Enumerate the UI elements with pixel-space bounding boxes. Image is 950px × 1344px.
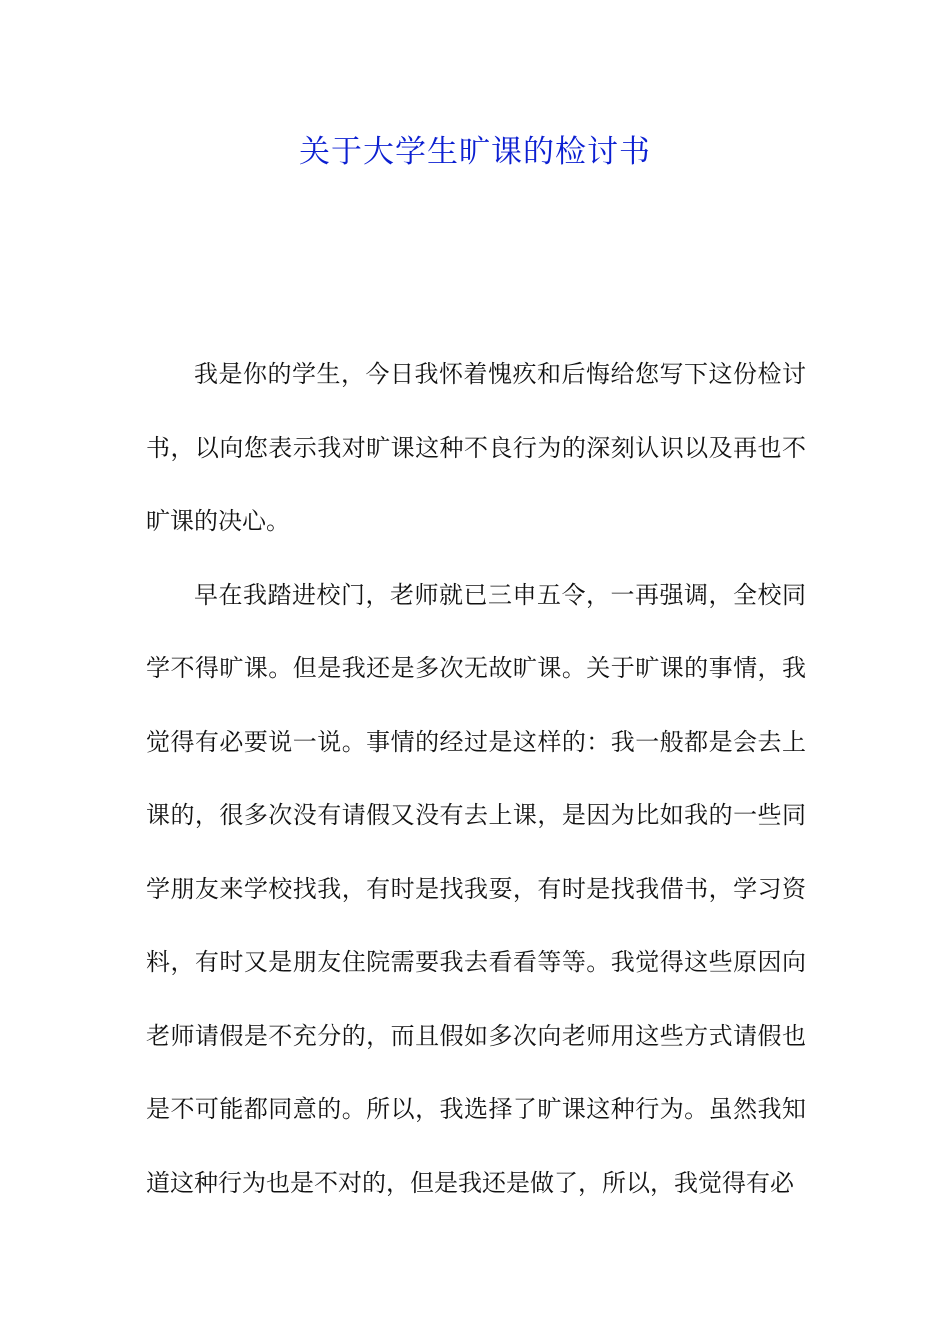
document-title: 关于大学生旷课的检讨书 (299, 134, 651, 170)
document-body (146, 338, 806, 1220)
paragraph-2: 早在我踏进校门，老师就已三申五令，一再强调，全校同学不得旷课。但是我还是多次无故旷课。关于旷课的事情，我觉得有必要说一说。事情的经过是这样的：我一般都是会去上课的，很多次没有请假又没有去上课，是因为比如我的一些同学朋友来学校找我，有时是找我耍，有时是找我借书，学习资料，有时又是朋友住院需要我去看看等等。我觉得这些原因向老师请假是不充分的，而且假如多次向老师用这些方式请假也是不可能都同意的。所以，我选择了旷课这种行为。虽然我知道这种行为也是不对的，但是我还是做了，所以，我觉得有必 (146, 580, 806, 1197)
paragraph-1: 我是你的学生，今日我怀着愧疚和后悔给您写下这份检讨书，以向您表示我对旷课这种不良行为的深刻认识以及再也不旷课的决心。 (146, 360, 806, 535)
